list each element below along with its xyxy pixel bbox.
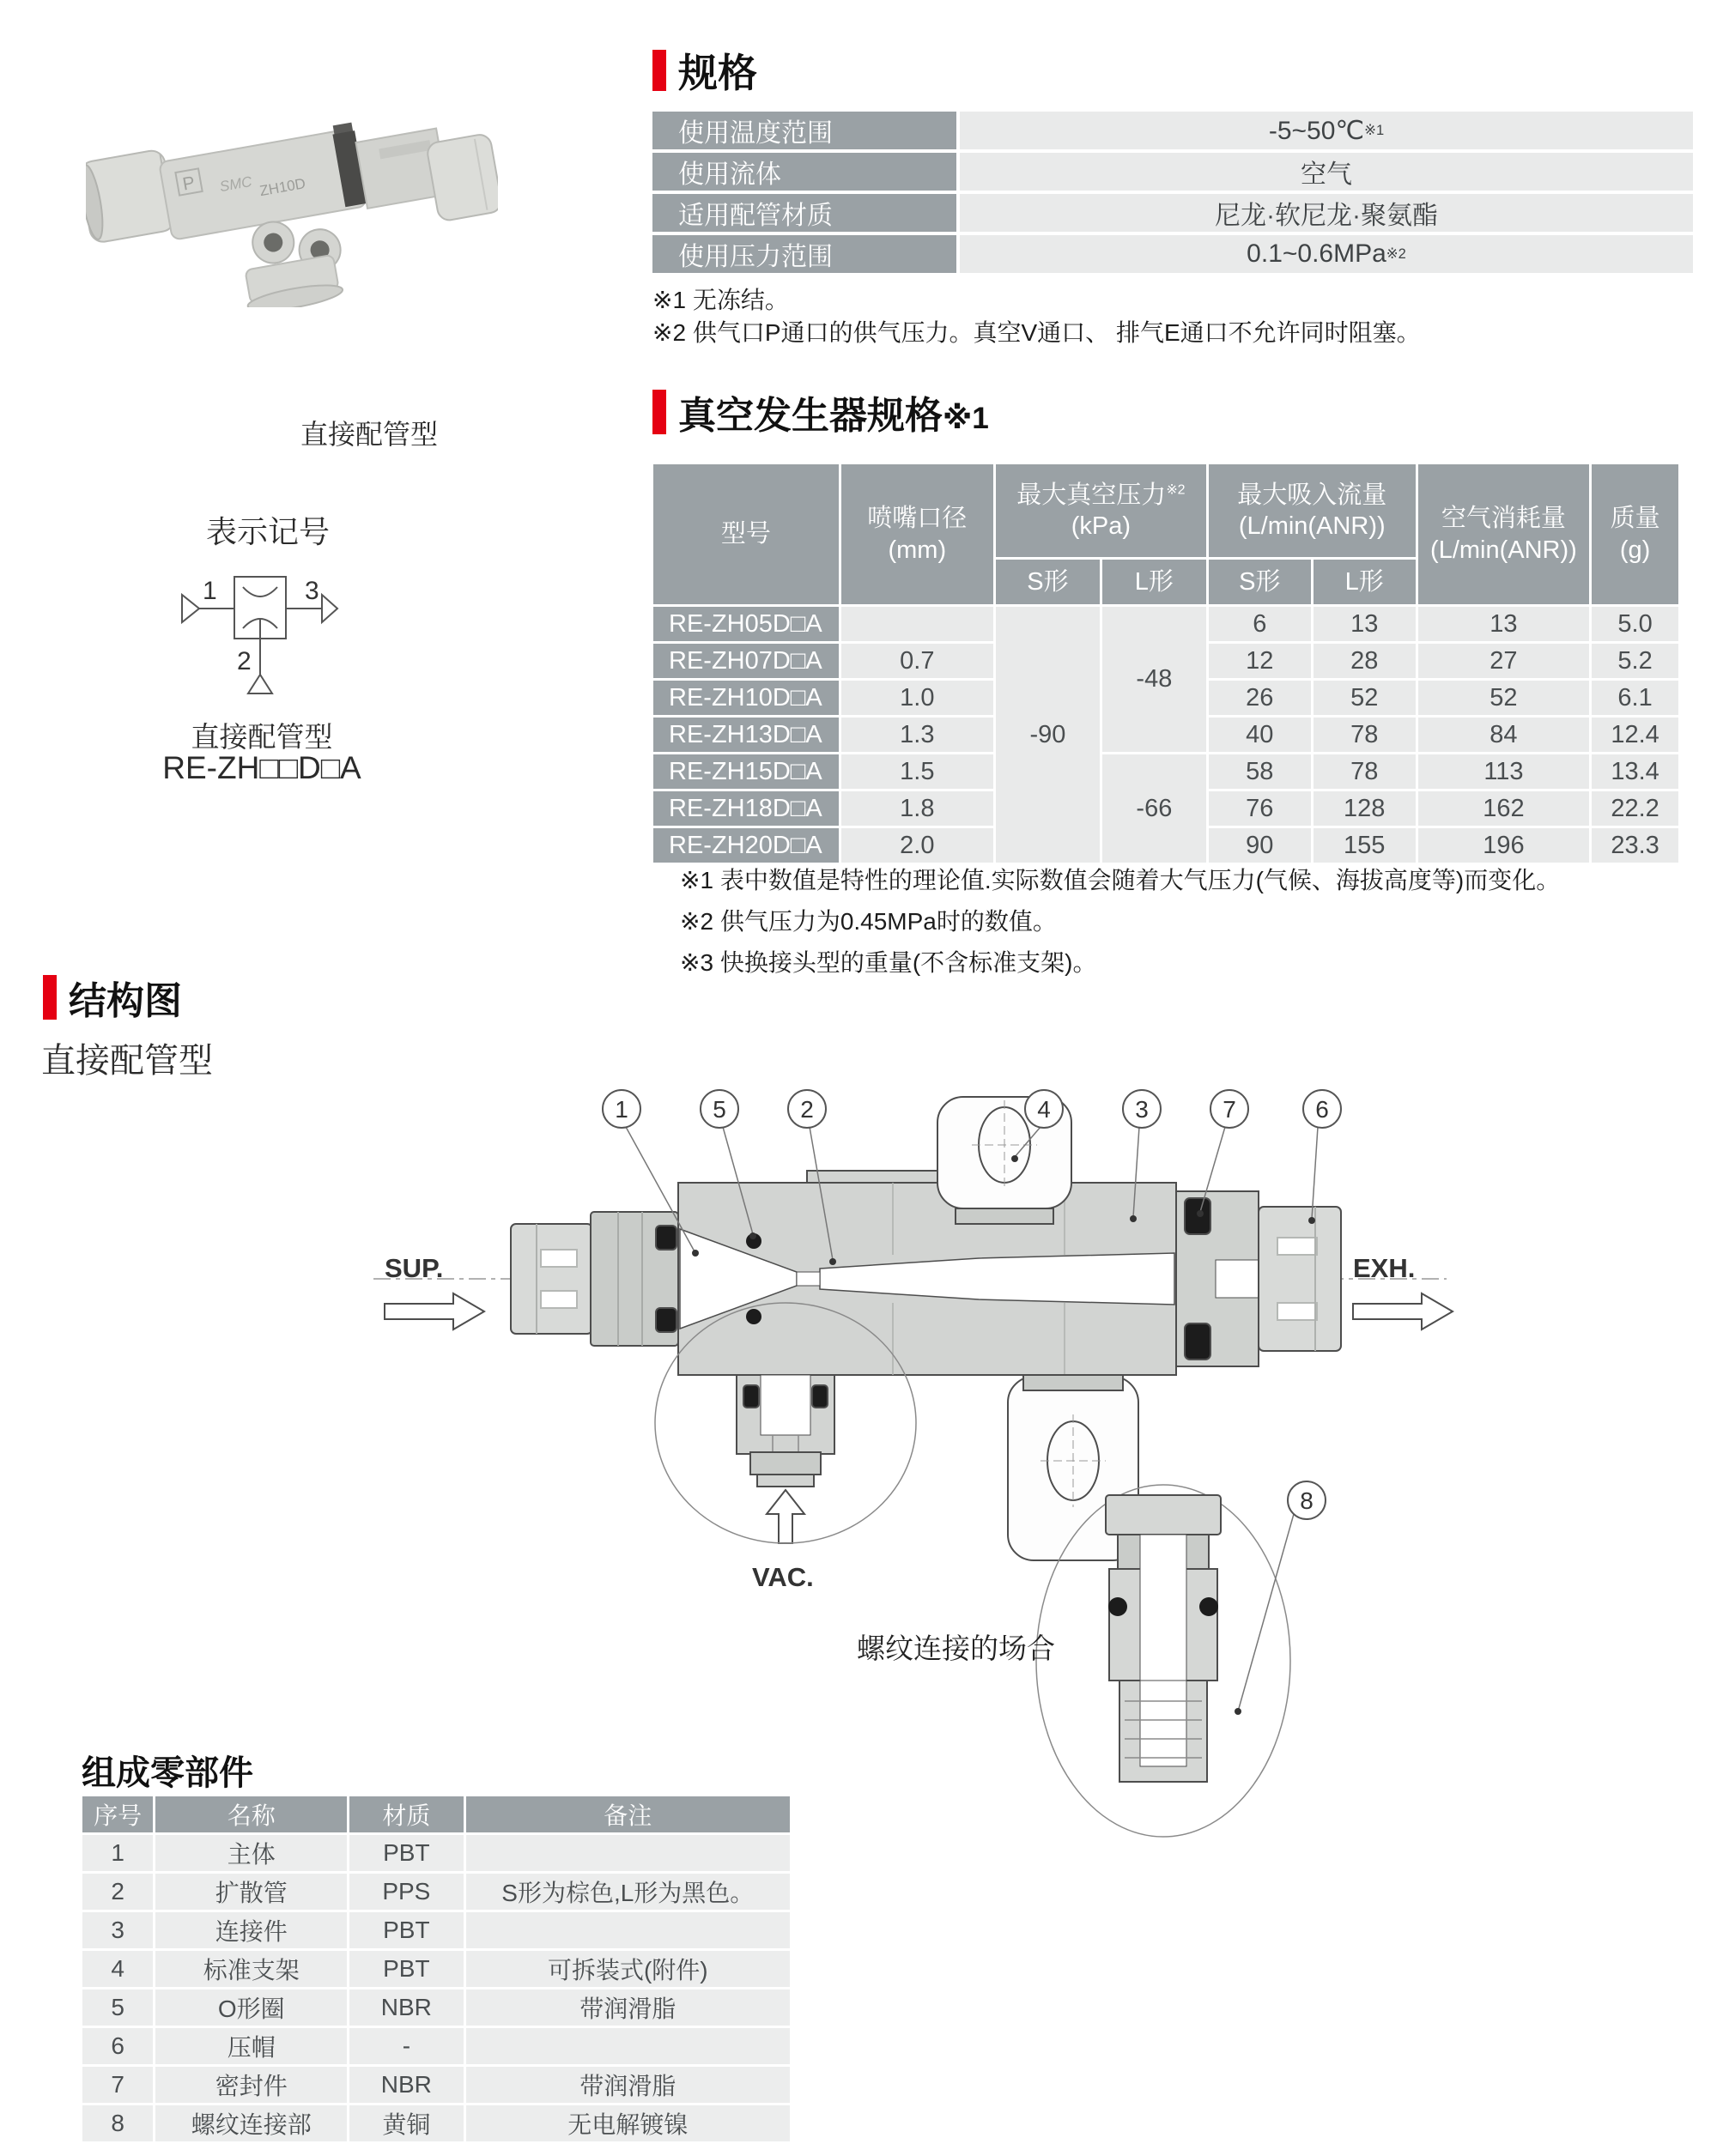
- mass-cell: 6.1: [1592, 681, 1678, 715]
- svg-text:3: 3: [1135, 1096, 1149, 1123]
- spec-row-value: 0.1~0.6MPa ※2: [960, 235, 1693, 273]
- symbol-model-code: RE-ZH□□D□A: [162, 750, 361, 785]
- generator-note-1: ※1 表中数值是特性的理论值.实际数值会随着大气压力(气候、海拔高度等)而变化。: [680, 867, 1561, 893]
- svg-text:4: 4: [1037, 1096, 1051, 1123]
- parts-cell: NBR: [349, 1989, 463, 2026]
- mass-cell: 5.2: [1592, 644, 1678, 678]
- red-bar-icon: [652, 390, 666, 434]
- suction-l-cell: 13: [1314, 607, 1416, 641]
- parts-heading: 组成零部件: [82, 1754, 253, 1792]
- product-model-label: ZH10D: [258, 175, 307, 200]
- parts-cell: 螺纹连接部: [155, 2105, 347, 2141]
- nozzle-cell: 1.8: [841, 791, 993, 826]
- vac-arrow-icon: [767, 1490, 804, 1543]
- symbol-caption: 直接配管型: [191, 721, 333, 753]
- spec-row-value: -5~50℃ ※1: [960, 112, 1693, 149]
- generator-table: [651, 462, 1681, 865]
- parts-cell: PBT: [349, 1912, 463, 1948]
- symbol-port2-triangle: [248, 675, 272, 693]
- suction-s-cell: 40: [1209, 718, 1311, 752]
- parts-row: [82, 2067, 790, 2103]
- col-vacuum: 最大真空压力$^{※2}$ (kPa): [996, 464, 1206, 557]
- svg-text:8: 8: [1300, 1487, 1314, 1514]
- parts-cell: 2: [82, 1874, 153, 1910]
- parts-cell: [466, 2028, 790, 2064]
- generator-row: [653, 754, 1678, 789]
- subcol-suction-l: L形: [1314, 560, 1416, 604]
- mass-cell: 5.0: [1592, 607, 1678, 641]
- structure-section-heading: [43, 973, 182, 1021]
- suction-s-cell: 58: [1209, 754, 1311, 789]
- symbol-port3-triangle: [322, 595, 337, 622]
- symbol-port2-label: 2: [237, 647, 252, 675]
- parts-cell: 连接件: [155, 1912, 347, 1948]
- parts-row: [82, 2028, 790, 2064]
- air-cell: 113: [1418, 754, 1590, 789]
- red-bar-icon: [652, 50, 666, 91]
- parts-cell: 8: [82, 2105, 153, 2141]
- generator-table-body: [653, 607, 1678, 863]
- spec-note-1: ※1 无冻结。: [652, 287, 789, 313]
- generator-row: [653, 607, 1678, 641]
- parts-cell: 5: [82, 1989, 153, 2026]
- subcol-vacuum-s: S形: [996, 560, 1100, 604]
- symbol-port3-label: 3: [305, 577, 319, 605]
- model-cell: RE-ZH13D□A: [653, 718, 839, 752]
- suction-l-cell: 155: [1314, 828, 1416, 863]
- parts-cell: PBT: [349, 1835, 463, 1871]
- oring-5-bottom: [746, 1309, 761, 1324]
- model-cell: RE-ZH07D□A: [653, 644, 839, 678]
- parts-cell: 黄铜: [349, 2105, 463, 2141]
- parts-table: [80, 1794, 792, 2144]
- parts-col-note: 备注: [466, 1796, 790, 1832]
- exhaust-cap: [1259, 1207, 1341, 1351]
- symbol-heading: 表示记号: [206, 514, 331, 549]
- svg-text:1: 1: [615, 1096, 628, 1123]
- suction-s-cell: 6: [1209, 607, 1311, 641]
- svg-text:7: 7: [1223, 1096, 1236, 1123]
- air-cell: 27: [1418, 644, 1590, 678]
- col-suction: 最大吸入流量 (L/min(ANR)): [1209, 464, 1416, 557]
- parts-cell: 3: [82, 1912, 153, 1948]
- parts-cell: S形为棕色,L形为黑色。: [466, 1874, 790, 1910]
- parts-cell: 密封件: [155, 2067, 347, 2103]
- vacuum-s-cell: -90: [996, 607, 1100, 863]
- vacuum-l-cell: -66: [1102, 754, 1206, 863]
- nozzle-cell: 1.5: [841, 754, 993, 789]
- red-bar-icon: [43, 975, 57, 1020]
- parts-row: [82, 2105, 790, 2141]
- product-caption: 直接配管型: [300, 419, 438, 450]
- parts-cell: 带润滑脂: [466, 1989, 790, 2026]
- parts-col-no: 序号: [82, 1796, 153, 1832]
- parts-cell: O形圈: [155, 1989, 347, 2026]
- spec-row-label: 使用压力范围: [652, 235, 956, 273]
- model-cell: RE-ZH20D□A: [653, 828, 839, 863]
- model-cell: RE-ZH10D□A: [653, 681, 839, 715]
- parts-cell: 无电解镀镍: [466, 2105, 790, 2141]
- product-photo: [86, 93, 498, 307]
- parts-cell: 扩散管: [155, 1874, 347, 1910]
- air-cell: 196: [1418, 828, 1590, 863]
- svg-text:5: 5: [713, 1096, 726, 1123]
- parts-cell: 标准支架: [155, 1951, 347, 1987]
- parts-row: [82, 1874, 790, 1910]
- parts-table-body: [82, 1835, 790, 2141]
- parts-row: [82, 1835, 790, 1871]
- col-air: 空气消耗量 (L/min(ANR)): [1418, 464, 1590, 604]
- parts-cell: [466, 1912, 790, 1948]
- parts-row: [82, 1989, 790, 2026]
- supply-fitting: [511, 1224, 592, 1334]
- parts-cell: 带润滑脂: [466, 2067, 790, 2103]
- parts-cell: PBT: [349, 1951, 463, 1987]
- suction-l-cell: 52: [1314, 681, 1416, 715]
- exh-label: EXH.: [1353, 1253, 1416, 1283]
- nozzle-cell: 0.7: [841, 644, 993, 678]
- structure-heading-text: 结构图: [69, 980, 182, 1022]
- parts-cell: 7: [82, 2067, 153, 2103]
- generator-note-3: ※3 快换接头型的重量(不含标准支架)。: [680, 949, 1097, 976]
- parts-cell: 主体: [155, 1835, 347, 1871]
- sup-label: SUP.: [385, 1253, 444, 1283]
- vacuum-l-cell: -48: [1102, 607, 1206, 752]
- col-nozzle: 喷嘴口径 (mm): [841, 464, 993, 604]
- seal-top: [1185, 1198, 1210, 1234]
- parts-cell: PPS: [349, 1874, 463, 1910]
- parts-col-name: 名称: [155, 1796, 347, 1832]
- parts-cell: 6: [82, 2028, 153, 2064]
- nozzle-cell: [841, 607, 993, 641]
- subcol-suction-s: S形: [1209, 560, 1311, 604]
- spec-table: [652, 112, 1693, 273]
- mass-cell: 12.4: [1592, 718, 1678, 752]
- generator-heading-text: [678, 385, 989, 439]
- spec-note-2: ※2 供气口P通口的供气压力。真空V通口、 排气E通口不允许同时阻塞。: [652, 319, 1421, 346]
- col-mass: 质量 (g): [1592, 464, 1678, 604]
- svg-text:2: 2: [800, 1096, 814, 1123]
- suction-s-cell: 12: [1209, 644, 1311, 678]
- product-p-label: P: [180, 173, 197, 195]
- air-cell: 52: [1418, 681, 1590, 715]
- parts-cell: 1: [82, 1835, 153, 1871]
- spec-row-value: 尼龙·软尼龙·聚氨酯: [960, 194, 1693, 232]
- spec-row-label: 适用配管材质: [652, 194, 956, 232]
- sup-arrow-icon: [385, 1293, 484, 1329]
- generator-section-heading: [652, 388, 989, 436]
- parts-cell: 可拆装式(附件): [466, 1951, 790, 1987]
- model-cell: RE-ZH18D□A: [653, 791, 839, 826]
- air-cell: 84: [1418, 718, 1590, 752]
- parts-col-material: 材质: [349, 1796, 463, 1832]
- suction-l-cell: 128: [1314, 791, 1416, 826]
- generator-heading-sup: ※1: [943, 402, 989, 435]
- mass-cell: 22.2: [1592, 791, 1678, 826]
- spec-row-value: 空气: [960, 153, 1693, 191]
- product-logo: SMC: [218, 173, 253, 196]
- suction-s-cell: 76: [1209, 791, 1311, 826]
- svg-text:6: 6: [1315, 1096, 1329, 1123]
- suction-l-cell: 78: [1314, 754, 1416, 789]
- mass-cell: 13.4: [1592, 754, 1678, 789]
- pneumatic-symbol: [163, 556, 361, 706]
- nozzle-cell: 1.3: [841, 718, 993, 752]
- model-cell: RE-ZH15D□A: [653, 754, 839, 789]
- spec-row-label: 使用流体: [652, 153, 956, 191]
- parts-row: [82, 1951, 790, 1987]
- seal-bottom: [1185, 1323, 1210, 1360]
- parts-cell: 4: [82, 1951, 153, 1987]
- oring-bottom: [656, 1308, 676, 1332]
- spec-row-label: 使用温度范围: [652, 112, 956, 149]
- suction-l-cell: 78: [1314, 718, 1416, 752]
- mass-cell: 23.3: [1592, 828, 1678, 863]
- vac-label: VAC.: [752, 1562, 814, 1592]
- symbol-port1-triangle: [182, 595, 199, 622]
- thread-note: 螺纹连接的场合: [857, 1632, 1055, 1664]
- spec-section-heading: [652, 48, 757, 93]
- air-cell: 13: [1418, 607, 1590, 641]
- nozzle-cell: 1.0: [841, 681, 993, 715]
- suction-s-cell: 26: [1209, 681, 1311, 715]
- parts-cell: NBR: [349, 2067, 463, 2103]
- subcol-vacuum-l: L形: [1102, 560, 1206, 604]
- parts-row: [82, 1912, 790, 1948]
- oring-top: [656, 1226, 676, 1250]
- suction-l-cell: 28: [1314, 644, 1416, 678]
- symbol-port1-label: 1: [203, 577, 217, 605]
- air-cell: 162: [1418, 791, 1590, 826]
- suction-s-cell: 90: [1209, 828, 1311, 863]
- nozzle-cell: 2.0: [841, 828, 993, 863]
- structure-subheading: 直接配管型: [41, 1042, 213, 1080]
- parts-cell: 压帽: [155, 2028, 347, 2064]
- parts-cell: [466, 1835, 790, 1871]
- model-cell: RE-ZH05D□A: [653, 607, 839, 641]
- structure-diagram: [326, 1056, 1459, 1871]
- spec-heading-text: 规格: [678, 51, 757, 95]
- thread-connection-detail: [1106, 1495, 1221, 1782]
- exh-arrow-icon: [1353, 1293, 1453, 1329]
- generator-note-2: ※2 供气压力为0.45MPa时的数值。: [680, 908, 1057, 935]
- parts-cell: -: [349, 2028, 463, 2064]
- generator-heading-main: 真空发生器规格: [678, 395, 943, 437]
- col-model: 型号: [653, 464, 839, 604]
